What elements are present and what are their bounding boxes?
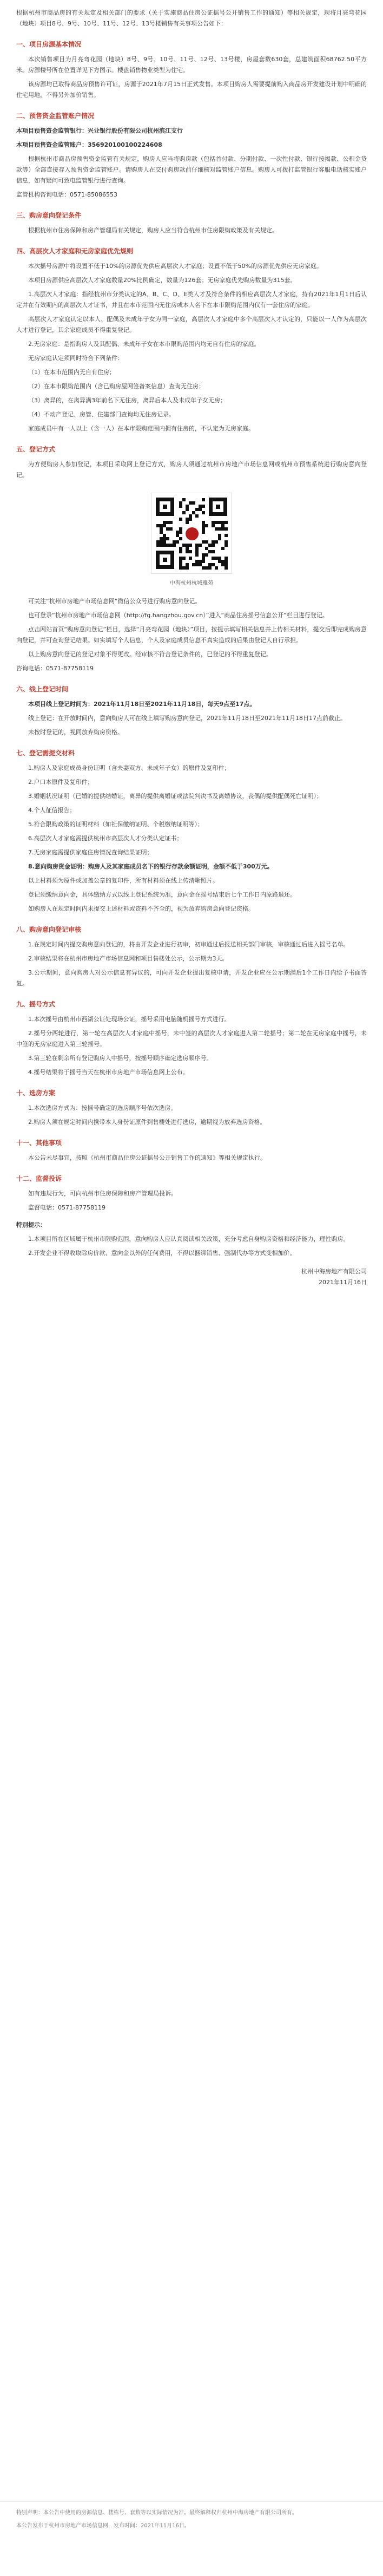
section-8-p1: 1.在规定时间内提交购房意向登记的，将由开发企业进行初审，初审通过后报送相关部门审核，审核通过后进入摇号名单。 — [28, 941, 349, 948]
qr-module — [224, 544, 228, 547]
qr-module — [195, 550, 199, 553]
qr-module — [156, 544, 160, 547]
qr-module — [163, 534, 166, 537]
section-5b-p1: 可关注“杭州市房地产市场信息网”微信公众号进行购房意向登记。 — [28, 598, 201, 605]
material-item: 5.符合限购政策的证明材料（如社保缴纳证明、个税缴纳证明等）； — [28, 821, 203, 828]
qr-caption: 中海杭州杭城雅苑 — [170, 580, 213, 586]
qr-module — [166, 521, 169, 524]
qr-module — [182, 544, 186, 547]
section-5b-p3: 点击网站首页“购房意向登记”栏目，选择“月亮弯花园（地块）”项目，按提示填写相关信息并上传相关材料，提交后即完成购房意向登记，并可查询登记结果。如实填写个人信息，个人及家庭成员信息不真实造成的后果由登记人自行承担。 — [16, 626, 367, 644]
qr-module — [160, 540, 163, 544]
qr-module — [189, 514, 192, 518]
qr-module — [212, 557, 215, 560]
qr-module — [179, 557, 182, 560]
qr-module — [208, 544, 212, 547]
qr-module — [169, 544, 173, 547]
qr-module — [182, 498, 186, 501]
footer — [0, 2501, 383, 2541]
qr-module — [212, 550, 215, 553]
qr-module — [195, 560, 199, 563]
qr-module — [202, 524, 205, 527]
qr-module — [179, 501, 182, 505]
qr-module — [221, 527, 224, 531]
material-item: 3.婚姻状况证明（已婚的提供结婚证，离异的提供离婚证或法院判决书及离婚协议，丧偶的提供配偶死亡证明）； — [28, 793, 322, 800]
supervision-account: 本项目预售资金监管账户：356920100100224608 — [16, 141, 162, 148]
section-4-p2: 本项目房源供应高层次人才家庭数量20%比例确定，数量为126套；无房家庭优先购房数量为315套。 — [28, 277, 296, 284]
qr-module — [199, 505, 202, 508]
section-12-phone: 监督电话：0571-87758119 — [28, 1204, 105, 1211]
qr-module — [205, 566, 208, 570]
section-5b-p4: 以上购房意向登记的登记对象不得更改。经审核不符合登记条件的，已登记的不得重复登记。 — [28, 651, 272, 658]
qr-module — [169, 527, 173, 531]
qr-module — [215, 566, 218, 570]
qr-module — [215, 557, 218, 560]
qr-module — [179, 527, 182, 531]
qr-module — [179, 550, 182, 553]
material-item: 4.个人征信报告； — [28, 807, 76, 814]
signature-company: 杭州中海房地产有限公司 — [301, 1268, 367, 1275]
qr-module — [205, 553, 208, 557]
qr-module — [186, 563, 189, 566]
qr-module — [169, 521, 173, 524]
qr-code-image[interactable] — [151, 493, 232, 574]
qr-module — [179, 566, 182, 570]
supervision-bank: 本项目预售资金监管银行：兴业银行股份有限公司杭州滨江支行 — [16, 127, 183, 134]
section-9-p4: 4.摇号结果将于摇号当天在杭州市房地产市场信息网上公布。 — [28, 1069, 189, 1076]
footer-p1: 特别声明：本公告中使用的房源信息、楼栋号、套数等以实际情况为准。最终解释权归杭州中海房地产有限公司所有。 — [16, 2510, 298, 2516]
section-6-p2: 线上登记：在开放时间内，意向购房人可在线上填写购房意向登记，2021年11月18日至2021年11月18日17点前截止。 — [28, 715, 346, 722]
qr-module — [199, 544, 202, 547]
section-9-p1: 1.本次摇号由杭州市西湖公证处现场公证，摇号采用电脑随机摇号方式进行。 — [28, 1016, 230, 1023]
qr-code-block — [16, 493, 367, 586]
section-1-p1: 本次销售项目为月亮弯花园（地块）8号、9号、10号、11号、12号、13号楼，房屋套数630套，总建筑面积68762.50平方米。房源楼号所在位置详见下方图示。楼盘销售物业类型为住宅。 — [16, 56, 367, 74]
qr-module — [166, 537, 169, 540]
qr-module — [192, 501, 195, 505]
section-2-title: 二、预售资金监管账户情况 — [16, 112, 95, 120]
section-6-title: 六、线上登记时间 — [16, 685, 69, 693]
qr-module — [221, 563, 224, 566]
section-4-p10: （4）不动产登记、房管、住建部门查询均无住房记录。 — [28, 411, 175, 418]
special-notice-p2: 2.开发企业不得收取除房价款、意向金以外的任何费用，不得以捆绑销售、强制代办等方式变相加价。 — [28, 1250, 296, 1257]
qr-module — [224, 560, 228, 563]
qr-module — [195, 544, 199, 547]
signature-block — [16, 1266, 367, 1288]
section-3-title: 三、购房意向登记条件 — [16, 212, 82, 219]
material-item: 8.意向购房资金证明：购房人及其家庭成员名下的银行存款余额证明，金额不低于300万元。 — [28, 863, 273, 870]
section-6-p1: 本项目线上登记时间为：2021年11月18日至2021年11月18日，每天9点至17点。 — [28, 701, 256, 708]
qr-module — [176, 534, 179, 537]
section-12-title: 十二、监督投诉 — [16, 1175, 62, 1182]
qr-module — [163, 544, 166, 547]
qr-module — [208, 563, 212, 566]
section-8-p2: 2.审核结果将在杭州市房地产市场信息网和项目售楼处公示，公示期为3天。 — [28, 955, 228, 962]
signature-date: 2021年11月16日 — [319, 1279, 367, 1286]
footer-p2: 本公告发布于杭州市房地产市场信息网，发布时间：2021年11月16日。 — [16, 2523, 190, 2529]
qr-module — [212, 544, 215, 547]
qr-module — [186, 518, 189, 521]
section-4-p4: 高层次人才家庭认定以本人、配偶及未成年子女为同一家庭，高层次人才家庭中多个高层次人才认定的，只能以一人作为高层次人才进行登记，其余家庭成员不得重复登记。 — [16, 316, 367, 334]
qr-module — [189, 544, 192, 547]
qr-module — [202, 531, 205, 534]
qr-module — [182, 566, 186, 570]
section-7-p1: 以上材料须为原件或加盖公章的复印件，所有材料须在线上传清晰照片。 — [28, 877, 219, 884]
qr-module — [212, 540, 215, 544]
qr-module — [218, 537, 221, 540]
qr-module — [179, 505, 182, 508]
qr-module — [208, 550, 212, 553]
qr-module — [202, 521, 205, 524]
section-3-p1: 根据杭州市住房保障和房产管理局有关规定，购房人应当符合杭州市住房限购政策及有关规定。 — [28, 227, 278, 234]
qr-module — [160, 537, 163, 540]
section-9-p2: 2.摇号分两轮进行，第一轮在高层次人才家庭中摇号，未中签的高层次人才家庭进入第二轮摇号；第二轮在无房家庭中摇号，未中签的无房家庭进入第三轮摇号。 — [16, 1030, 367, 1048]
qr-module — [160, 544, 163, 547]
qr-module — [202, 540, 205, 544]
section-9-title: 九、摇号方式 — [16, 1001, 56, 1008]
qr-module — [195, 514, 199, 518]
qr-module — [189, 518, 192, 521]
qr-module — [215, 527, 218, 531]
qr-module — [215, 521, 218, 524]
qr-module — [176, 531, 179, 534]
qr-module — [224, 557, 228, 560]
qr-module — [179, 547, 182, 550]
section-7-p2: 登记须缴纳意向金，具体缴纳方式以线上登记系统为准，意向金在摇号结束后七个工作日内原路退还。 — [28, 891, 296, 898]
section-5b-phone: 咨询电话：0571-87758119 — [16, 665, 94, 672]
qr-module — [218, 527, 221, 531]
qr-module — [218, 560, 221, 563]
qr-module — [176, 540, 179, 544]
qr-module — [179, 563, 182, 566]
qr-module — [199, 560, 202, 563]
section-5-title: 五、登记方式 — [16, 446, 56, 453]
qr-module — [218, 557, 221, 560]
section-4-p7: （1）在本市范围内无自有住房； — [28, 369, 115, 376]
qr-module — [179, 537, 182, 540]
qr-module — [202, 505, 205, 508]
qr-finder-icon — [209, 498, 227, 516]
qr-module — [186, 508, 189, 511]
qr-module — [195, 508, 199, 511]
qr-logo-icon — [184, 526, 200, 542]
section-12-p1: 如有违规行为，可向杭州市住房保障和房产管理局投诉。 — [28, 1190, 177, 1197]
qr-module — [221, 547, 224, 550]
qr-module — [195, 547, 199, 550]
section-4-p8: （2）在本市限购范围内（含已购房屋网签备案信息）查询无住房； — [28, 383, 204, 390]
qr-module — [160, 527, 163, 531]
intro-paragraph: 根据杭州市商品房的有关规定及相关部门的要求（关于实施商品住房公证摇号公开销售工作的通知）等相关规定，现将月亮弯花园（地块）项目8号、9号、10号、11号、12号、13号楼销售有关事项公告如下： — [16, 9, 367, 27]
section-1-p2: 该房源均已取得商品房预售许可证，房源于2021年7月15日正式发售。本项目购房人需要提前购入商品房开发建设计划中明确的住宅用地，不得另外加价销售。 — [16, 81, 367, 99]
material-item: 6.高层次人才家庭需提供杭州市高层次人才分类认定证书； — [28, 835, 183, 842]
qr-module — [166, 527, 169, 531]
qr-module — [163, 524, 166, 527]
section-8-title: 八、购房意向登记审核 — [16, 926, 82, 933]
qr-module — [202, 560, 205, 563]
qr-module — [202, 498, 205, 501]
qr-module — [205, 547, 208, 550]
qr-module — [163, 537, 166, 540]
qr-module — [192, 563, 195, 566]
section-1-title: 一、项目房源基本情况 — [16, 41, 82, 48]
qr-module — [182, 557, 186, 560]
qr-module — [202, 557, 205, 560]
qr-module — [160, 524, 163, 527]
section-11-title: 十一、其他事项 — [16, 1139, 62, 1147]
section-7-title: 七、登记需提交材料 — [16, 749, 75, 757]
section-10-p2: 2.购房人须在规定时间内携带本人身份证原件到售楼处进行选房，逾期视为放弃选房资格。 — [28, 1119, 266, 1126]
qr-module — [186, 521, 189, 524]
qr-module — [221, 560, 224, 563]
section-9-p3: 3.第三轮在剩余所有登记购房人中摇号，按摇号顺序确定选房顺序号。 — [28, 1055, 213, 1062]
qr-module — [173, 540, 176, 544]
section-4-title: 四、高层次人才家庭和无房家庭优先规则 — [16, 247, 134, 255]
qr-module — [195, 563, 199, 566]
section-10-p1: 1.本次选房方式为：按摇号确定的选房顺序号依次选房。 — [28, 1104, 177, 1112]
qr-module — [224, 566, 228, 570]
qr-module — [179, 531, 182, 534]
qr-module — [221, 524, 224, 527]
special-notice-title: 特别提示： — [16, 1221, 46, 1228]
qr-module — [224, 534, 228, 537]
qr-module — [224, 521, 228, 524]
section-4-p9: （3）离异的，在离异满3年前名下无住房，离异后本人及未成年子女无房； — [28, 397, 226, 404]
qr-module — [189, 501, 192, 505]
qr-module — [224, 540, 228, 544]
qr-module — [186, 505, 189, 508]
qr-module — [166, 544, 169, 547]
special-notice-p1: 1.本项目所在区域属于杭州市限购范围，意向购房人应认真阅读相关政策，充分考虑自身购房资格和经济能力，理性购房。 — [28, 1235, 349, 1243]
qr-module — [186, 547, 189, 550]
section-2-phone: 监管机构咨询电话：0571-85086553 — [16, 191, 117, 198]
section-4-p3: 1.高层次人才家庭：指经杭州市分类认定的A、B、C、D、E类人才及符合条件的相应高层次人才家庭，持有2021年1月1日后认定并在有效期内的高层次人才证书，并且在本市范围内无住房或本人名下在本市限购范围内仅有一套住房的家庭。 — [16, 291, 367, 309]
material-item: 1.购房人及家庭成员身份证明（含夫妻双方、未成年子女）的原件及复印件； — [28, 764, 230, 772]
qr-module — [173, 544, 176, 547]
qr-module — [224, 563, 228, 566]
qr-module — [221, 521, 224, 524]
qr-module — [215, 540, 218, 544]
qr-module — [212, 563, 215, 566]
section-5-p1: 为方便购房人参加登记，本项目采取网上登记方式，购房人须通过杭州市房地产市场信息网或杭州市预售系统进行购房意向登记。 — [16, 461, 367, 479]
section-4-p1: 本次摇号房源中将设置不低于10%的房源优先供应高层次人才家庭；设置不低于50%的房源优先供应无房家庭。 — [28, 263, 322, 270]
material-item: 7.无房家庭需提供家庭住房情况查询结果证明； — [28, 849, 153, 856]
qr-module — [189, 550, 192, 553]
section-8-p3: 3.公示期间，意向购房人对公示信息有异议的，可向开发企业提出复核申请，开发企业应在公示期满后1个工作日内给予书面答复。 — [16, 969, 367, 987]
qr-finder-icon — [156, 498, 174, 516]
qr-module — [195, 553, 199, 557]
qr-module — [186, 544, 189, 547]
section-4-p5: 2.无房家庭：是指购房人及其配偶、未成年子女在本市限购范围内均无自有住房的家庭。 — [28, 341, 260, 348]
qr-module — [218, 521, 221, 524]
section-7-p3: 如购房人在规定时间内未提交上述材料或资料不齐全的，视为放弃购房意向登记资格。 — [28, 905, 254, 912]
qr-module — [202, 566, 205, 570]
qr-module — [199, 563, 202, 566]
qr-module — [199, 508, 202, 511]
qr-module — [202, 553, 205, 557]
qr-module — [160, 531, 163, 534]
qr-module — [156, 524, 160, 527]
section-11-p1: 本公告未尽事宜，按照《杭州市商品住房公证摇号公开销售工作的通知》等相关规定执行。 — [28, 1154, 266, 1161]
qr-module — [186, 550, 189, 553]
section-5b-p2[interactable]: 也可登录“杭州市房地产市场信息网（http://fg.hangzhou.gov.cn）”进入“商品住房摇号信息公开”栏目进行登记。 — [28, 612, 328, 619]
qr-module — [163, 521, 166, 524]
qr-module — [205, 524, 208, 527]
qr-module — [202, 527, 205, 531]
qr-module — [205, 540, 208, 544]
section-10-title: 十、选房方案 — [16, 1089, 56, 1097]
section-2-p3: 根据杭州市商品房预售资金监管有关规定，购房人应当将购房款（包括首付款、分期付款、一次性付款、银行按揭款、公积金贷款等）全部直接存入预售资金监管账户。请购房人在交付购房款前仔细核对监管账户信息。购房人可拨打监管银行客服电话核实账户信息，如有疑问可致电监管银行进行查询。 — [16, 155, 367, 184]
qr-module — [156, 540, 160, 544]
section-6-p3: 未按时登记的，视同放弃购房资格。 — [28, 729, 123, 736]
section-4-p6: 无房家庭认定须同时符合下列条件： — [28, 355, 123, 362]
qr-module — [202, 511, 205, 514]
qr-module — [163, 540, 166, 544]
qr-module — [218, 534, 221, 537]
material-item: 2.户口本原件及复印件； — [28, 779, 94, 786]
qr-module — [212, 524, 215, 527]
qr-module — [186, 566, 189, 570]
qr-module — [212, 521, 215, 524]
qr-finder-icon — [156, 551, 174, 569]
section-4-p11: 家庭成员中有一人以上（含一人）在本市限购范围内拥有住房的，不认定为无房家庭。 — [28, 425, 254, 432]
qr-module — [182, 511, 186, 514]
qr-module — [192, 511, 195, 514]
qr-module — [179, 560, 182, 563]
qr-module — [224, 527, 228, 531]
qr-module — [208, 566, 212, 570]
qr-module — [179, 518, 182, 521]
qr-module — [189, 557, 192, 560]
